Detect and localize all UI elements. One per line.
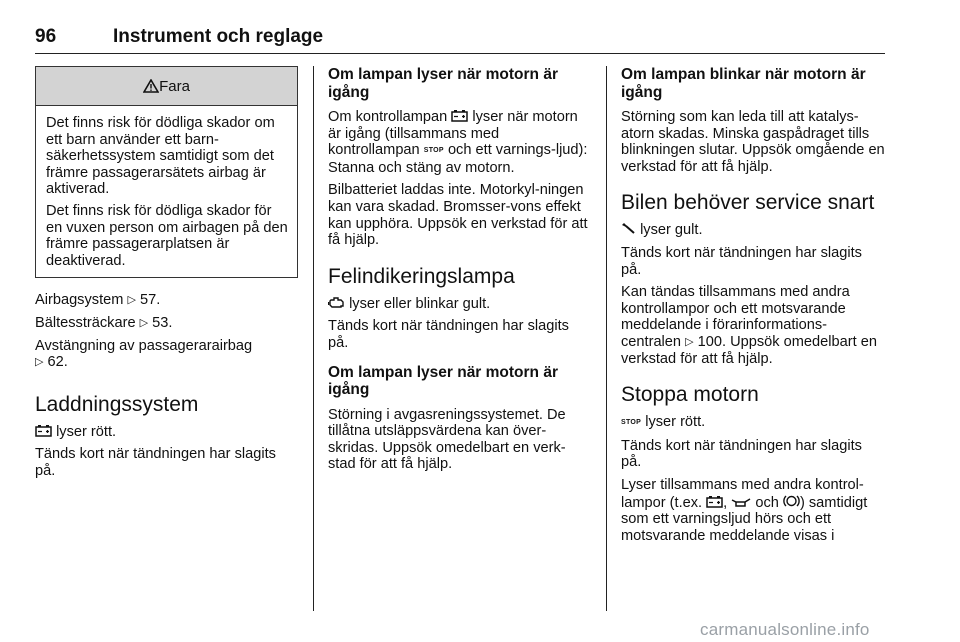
oil-pressure-icon (731, 497, 751, 508)
page-link[interactable]: 100. (697, 333, 727, 350)
service-wrench-icon (621, 222, 636, 235)
battery-icon (706, 495, 723, 508)
page-number: 96 (35, 26, 57, 47)
danger-warning-box (35, 66, 298, 278)
page-reference-arrow-icon: ▷ (35, 356, 44, 369)
subsection-title: Om lampan blinkar när motorn är igång (621, 66, 866, 101)
brake-warning-icon (783, 494, 800, 508)
status-line: STOP lyser rött. (621, 414, 706, 431)
battery-icon (451, 109, 468, 122)
warning-paragraph: Det finns risk för dödliga skador för en vuxen person om airbagen på den främre passagerarplatsen är deaktiverad. (46, 202, 288, 269)
column-right (621, 66, 885, 550)
watermark-text: carmanualsonline.info (700, 620, 870, 639)
warning-title: Fara (159, 77, 190, 95)
status-line: lyser gult. (621, 222, 885, 239)
warning-header (36, 67, 297, 106)
cross-reference: Avstängning av passagerarairbag ▷ 62. (35, 337, 253, 371)
warning-body (36, 106, 297, 277)
cross-reference: Airbagsystem ▷ 57. (35, 292, 161, 309)
body-paragraph: Lyser tillsammans med andra kontrol-lampor (t.ex. , och ) samtidigt som ett varningsljud hörs och ett motsvarande meddelande visas i (621, 476, 868, 544)
subsection-title: Om lampan lyser när motorn är igång (328, 66, 558, 101)
page-link[interactable]: 53. (152, 314, 173, 331)
body-paragraph: Tänds kort när tändningen har slagits på. (35, 446, 276, 479)
column-divider (313, 66, 314, 611)
page-header (35, 26, 885, 54)
page-link[interactable]: 57. (140, 292, 161, 309)
stop-icon: STOP (621, 419, 642, 427)
page-reference-arrow-icon: ▷ (139, 316, 149, 329)
page-link[interactable]: 62. (47, 354, 68, 371)
status-line: lyser eller blinkar gult. (328, 296, 592, 313)
column-middle (328, 66, 592, 479)
section-title: Bilen behöver service snart (621, 191, 875, 215)
body-paragraph: Om kontrollampan lyser när motorn är igång (tillsammans med kontrollampan STOP och ett varnings-ljud): Stanna och stäng av motorn. (328, 109, 588, 176)
warning-triangle-icon (143, 79, 159, 93)
body-paragraph: Störning i avgasreningssystemet. De tillåtna utsläppsvärdena kan över-skridas. Uppsök omedelbart en verk-stad för att få hjälp. (328, 406, 566, 473)
body-paragraph: Tänds kort när tändningen har slagits på. (621, 244, 862, 278)
page-title: Instrument och reglage (113, 26, 324, 47)
stop-icon: STOP (423, 147, 444, 155)
status-line: lyser rött. (35, 424, 298, 441)
column-divider (606, 66, 607, 611)
body-paragraph: Tänds kort när tändningen har slagits på. (621, 437, 862, 471)
body-paragraph: Tänds kort när tändningen har slagits på. (328, 318, 569, 351)
battery-icon (35, 424, 52, 437)
body-paragraph: Bilbatteriet laddas inte. Motorkyl-ningen kan vara skadad. Bromsser-vons effekt kan upphöra. Uppsök en verkstad för att få hjälp. (328, 182, 588, 249)
page-reference-arrow-icon: ▷ (127, 294, 136, 307)
column-left (35, 66, 298, 486)
section-title: Stoppa motorn (621, 383, 759, 407)
body-paragraph: Störning som kan leda till att katalys-atorn skadas. Minska gaspådraget tills blinkningen slutar. Uppsök omgående en verkstad för att få hjälp. (621, 109, 885, 175)
page-reference-arrow-icon: ▷ (685, 335, 694, 348)
cross-reference: Bältessträckare ▷ 53. (35, 314, 173, 331)
warning-paragraph: Det finns risk för dödliga skador om ett barn använder ett barn-säkerhetssystem samtidigt som det främre passagerarsätets airbag är aktiverad. (46, 115, 275, 198)
body-paragraph: Kan tändas tillsammans med andra kontrollampor och ett motsvarande meddelande i förarinformations-centralen ▷ 100. Uppsök omedelbart en verkstad för att få hjälp. (621, 284, 877, 367)
subsection-title: Om lampan lyser när motorn är igång (328, 363, 558, 399)
section-title: Felindikeringslampa (328, 264, 515, 288)
section-title: Laddningssystem (35, 392, 199, 416)
engine-check-icon (328, 296, 345, 309)
